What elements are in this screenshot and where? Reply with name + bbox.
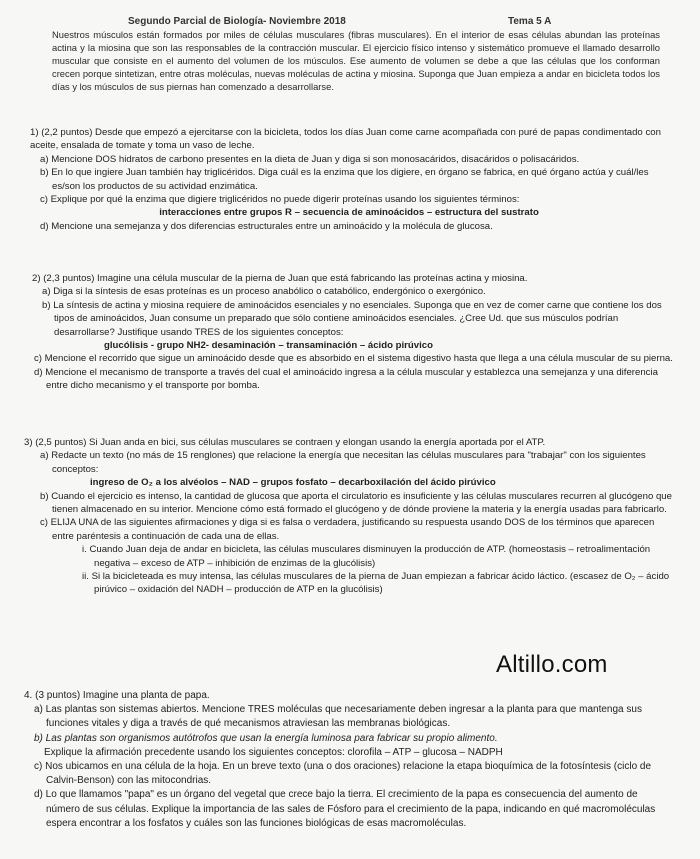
q3-stem: 3) (2,5 puntos) Si Juan anda en bici, sus células musculares se contraen y elongan usando la energía aportada por el ATP. (24, 437, 546, 448)
q2-d: d) Mencione el mecanismo de transporte a través del cual el aminoácido ingresa a la célula muscular y establezca una semejanza y una diferencia entre dicho mecanismo y el transporte por bomba. (34, 366, 658, 392)
q1-a: a) Mencione DOS hidratos de carbono presentes en la dieta de Juan y diga si son monosacáridos, disacáridos o polisacáridos. (40, 153, 580, 165)
exam-tema: Tema 5 A (508, 16, 552, 27)
q4-stem: 4. (3 puntos) Imagine una planta de papa. (24, 690, 210, 701)
q1-c-terms: interacciones entre grupos R – secuencia de aminoácidos – estructura del sustrato (159, 207, 539, 219)
intro-paragraph: Nuestros músculos están formados por miles de células musculares (fibras musculares). En el interior de esas células abundan las proteínas actina y la miosina que son las responsables de la contracción muscular. El ejercicio físico intenso y sistemático promueve el llamado desarrollo muscular que consiste en el aumento del volumen de los músculos. Ese aumento de volumen se debe a que las células que los conforman crecen porque sintetizan, entre otras moléculas, nuevas moléculas de actina y miosina. Suponga que Juan empieza a andar en bicicleta todos los días y los músculos de sus piernas han comenzado a desarrollarse. (52, 29, 660, 93)
q3-a-terms: ingreso de O₂ a los alvéolos – NAD – grupos fosfato – decarboxilación del ácido pirúvico (90, 477, 496, 489)
q2-c: c) Mencione el recorrido que sigue un aminoácido desde que es absorbido en el sistema digestivo hasta que llega a una célula muscular de su pierna. (34, 353, 673, 365)
q3-c-i: i. Cuando Juan deja de andar en bicicleta, las células musculares disminuyen la producción de ATP. (homeostasis – retroalimentación negativa – exceso de ATP – inhibición de enzimas de la glucólisis) (82, 544, 651, 569)
q2-stem: 2) (2,3 puntos) Imagine una célula muscular de la pierna de Juan que está fabricando las proteínas actina y miosina. (32, 273, 528, 284)
q2-b-terms: glucólisis - grupo NH2- desaminación – transaminación – ácido pirúvico (104, 340, 433, 352)
question-1 (24, 126, 674, 233)
q3-c: c) ELIJA UNA de las siguientes afirmaciones y diga si es falsa o verdadera, justificando su respuesta usando DOS de los términos que aparecen entre paréntesis a continuación de cada una de ellas. (40, 517, 655, 542)
q4-b-explain: Explique la afirmación precedente usando los siguientes conceptos: clorofila – ATP – glucosa – NADPH (44, 746, 503, 758)
q1-c: c) Explique por qué la enzima que digiere triglicéridos no puede digerir proteínas usando los siguientes términos: (40, 194, 520, 206)
q2-a: a) Diga si la síntesis de esas proteínas es un proceso anabólico o catabólico, endergónico o exergónico. (42, 286, 486, 298)
q1-stem: 1) (2,2 puntos) Desde que empezó a ejercitarse con la bicicleta, todos los días Juan come carne acompañada con puré de papas condimentado con aceite, ensalada de tomate y toma un vaso de leche. (30, 127, 661, 152)
q4-d: d) Lo que llamamos "papa" es un órgano del vegetal que crece bajo la tierra. El crecimiento de la papa es consecuencia del aumento de número de sus células. Explique la importancia de las sales de Fósforo para el crecimiento de la papa, indicando en qué macromoléculas espera encontrar a los fosfatos y cuáles son las funciones biológicas de esas macromoléculas. (34, 789, 656, 829)
q4-b: b) Las plantas son organismos autótrofos que usan la energía luminosa para fabricar su propio alimento. (34, 732, 498, 744)
question-2 (24, 272, 674, 393)
altillo-watermark: Altillo.com (496, 651, 608, 678)
q4-a: a) Las plantas son sistemas abiertos. Mencione TRES moléculas que necesariamente deben ingresar a la planta para que mantenga sus funciones vitales y diga a través de qué mecanismos atraviesan las membranas biológicas. (34, 704, 642, 730)
q3-a: a) Redacte un texto (no más de 15 renglones) que relacione la energía que necesitan las células musculares para "trabajar" con los siguientes conceptos: (40, 450, 646, 475)
q1-d: d) Mencione una semejanza y dos diferencias estructurales entre un aminoácido y la molécula de glucosa. (40, 220, 493, 232)
q1-b: b) En lo que ingiere Juan también hay triglicéridos. Diga cuál es la enzima que los digiere, en órgano se fabrica, en qué órgano actúa y cuál/les es/son los productos de su actividad enzimática. (40, 167, 649, 192)
q3-c-ii: ii. Si la bicicleteada es muy intensa, las células musculares de la pierna de Juan empiezan a fabricar ácido láctico. (escasez de O₂ – ácido pirúvico – oxidación del NADH – producción de ATP en la glucólisis) (82, 571, 670, 596)
question-4 (24, 689, 674, 831)
q4-c: c) Nos ubicamos en una célula de la hoja. En un breve texto (una o dos oraciones) relacione la etapa bioquímica de la fotosíntesis (ciclo de Calvin-Benson) con las mitocondrias. (34, 761, 652, 787)
question-3 (24, 436, 674, 597)
q2-b: b) La síntesis de actina y miosina requiere de aminoácidos esenciales y no esenciales. Suponga que en vez de comer carne que contiene los dos tipos de aminoácidos, Juan consume un preparado que sólo contiene aminoácidos esenciales. ¿Cree Ud. que sus músculos podrían desarrollarse? Justifique usando TRES de los siguientes conceptos: (42, 299, 662, 338)
q3-b: b) Cuando el ejercicio es intenso, la cantidad de glucosa que aporta el circulatorio es insuficiente y las células musculares recurren al glucógeno que tienen almacenado en su interior. Mencione cómo está formado el glucógeno y de dónde proviene la materia y la energía usadas para fabricarlo. (40, 490, 672, 516)
exam-title: Segundo Parcial de Biología- Noviembre 2018 (128, 16, 346, 27)
